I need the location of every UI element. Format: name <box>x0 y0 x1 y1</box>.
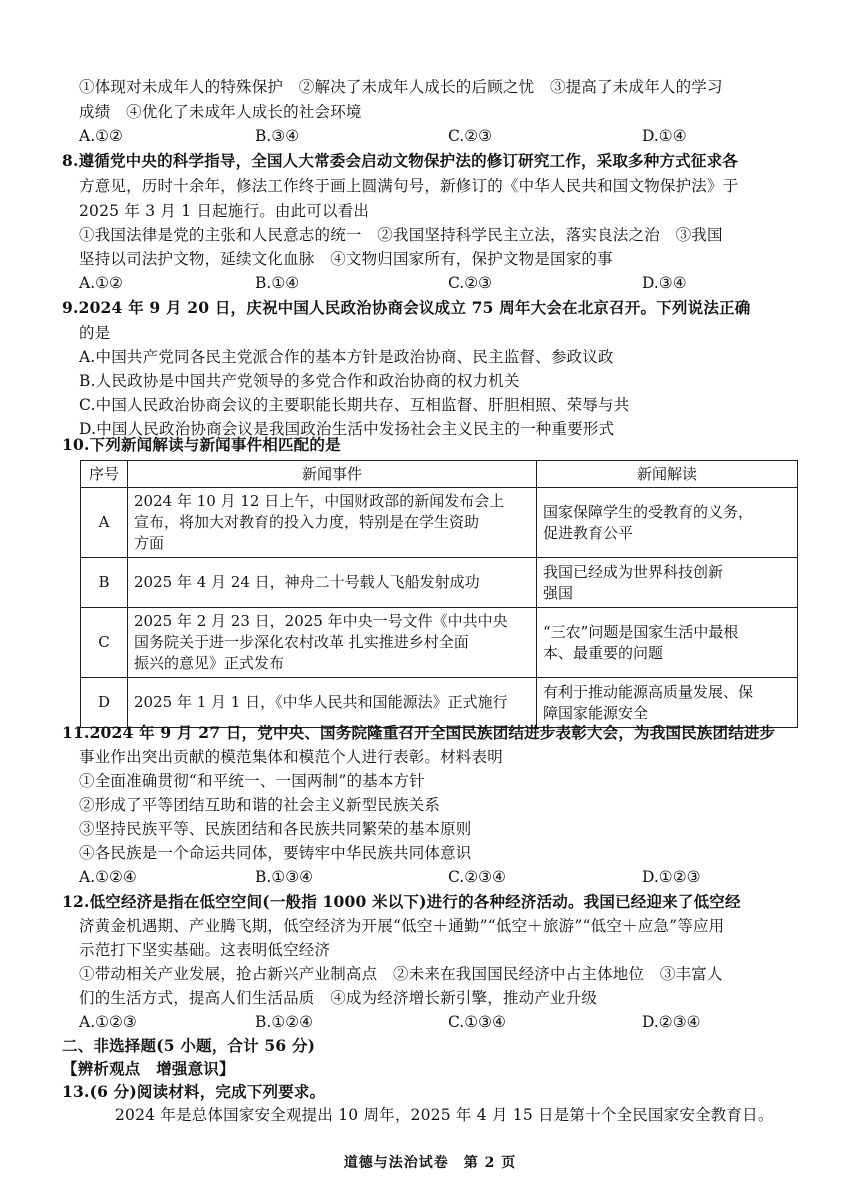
reading-line: 有利于推动能源高质量发展、保 <box>543 682 754 701</box>
q7-option-b: B.③④ <box>255 127 300 145</box>
row-seq: B <box>81 558 128 608</box>
row-reading <box>537 678 798 728</box>
q9-stem-line1: 9.2024 年 9 月 20 日，庆祝中国人民政治协商会议成立 75 周年大会在北京召开。下列说法正确 <box>62 298 751 317</box>
q8-option-b: B.①④ <box>255 274 300 292</box>
q11-option-a: A.①②④ <box>79 868 137 886</box>
event-line: 2025 年 2 月 23 日，2025 年中央一号文件《中共中央 <box>134 612 508 630</box>
q7-option-a: A.①② <box>79 127 123 145</box>
q8-choices-line2: 坚持以司法护文物，延续文化血脉 ④文物归国家所有，保护文物是国家的事 <box>79 250 613 268</box>
q9-stem-line2: 的是 <box>79 324 111 342</box>
q8-stem-line2: 方意见，历时十余年，修法工作终于画上圆满句号，新修订的《中华人民共和国文物保护法》于 <box>79 177 739 195</box>
reading-line: 国家保障学生的受教育的义务， <box>543 502 754 521</box>
table-row <box>81 558 798 608</box>
q11-choice-1: ①全面准确贯彻“和平统一、一国两制”的基本方针 <box>79 772 425 790</box>
row-event <box>128 678 537 728</box>
q12-stem-line3: 示范打下坚实基础。这表明低空经济 <box>79 941 331 959</box>
q12-option-d: D.②③④ <box>642 1013 701 1031</box>
header-event: 新闻事件 <box>128 461 537 488</box>
row-event <box>128 558 537 608</box>
q8-choices-line1: ①我国法律是党的主张和人民意志的统一 ②我国坚持科学民主立法，落实良法之治 ③我国 <box>79 226 723 244</box>
news-table <box>80 460 798 728</box>
q12-option-b: B.①②④ <box>255 1013 314 1031</box>
q8-option-a: A.①② <box>79 274 123 292</box>
q11-choice-3: ③坚持民族平等、民族团结和各民族共同繁荣的基本原则 <box>79 820 472 838</box>
page-footer: 道德与法治试卷 第 2 页 <box>343 1155 517 1171</box>
q9-option-c: C.中国人民政治协商会议的主要职能长期共存、互相监督、肝胆相照、荣辱与共 <box>79 396 630 414</box>
news-table-header <box>81 461 798 488</box>
q8-stem-line1: 8.遵循党中央的科学指导，全国人大常委会启动文物保护法的修订研究工作，采取多种方式征求各 <box>62 151 738 170</box>
q12-stem-line1: 12.低空经济是指在低空空间(一般指 1000 米以下)进行的各种经济活动。我国已经迎来了低空经 <box>62 892 741 911</box>
row-reading <box>537 488 798 558</box>
reading-line: 强国 <box>543 583 574 602</box>
section-subtitle: 【辨析观点 增强意识】 <box>62 1059 235 1078</box>
q7-option-c: C.②③ <box>448 127 493 145</box>
q11-stem-line1: 11.2024 年 9 月 27 日，党中央、国务院隆重召开全国民族团结进步表彰大会，为我国民族团结进步 <box>62 723 776 742</box>
table-row <box>81 488 798 558</box>
reading-line: 促进教育公平 <box>543 523 634 542</box>
table-row <box>81 608 798 678</box>
reading-line: “三农”问题是国家生活中最根 <box>543 622 739 641</box>
reading-line: 我国已经成为世界科技创新 <box>543 562 724 581</box>
reading-line: 障国家能源安全 <box>543 703 649 722</box>
q7-choices-line1: ①体现对未成年人的特殊保护 ②解决了未成年人成长的后顾之忧 ③提高了未成年人的学习 <box>79 78 723 96</box>
row-reading <box>537 558 798 608</box>
q8-option-d: D.③④ <box>642 274 687 292</box>
event-line: 振兴的意见》正式发布 <box>134 654 285 672</box>
event-line: 国务院关于进一步深化农村改革 扎实推进乡村全面 <box>134 633 469 651</box>
q12-choices-line2: 们的生活方式，提高人们生活品质 ④成为经济增长新引擎，推动产业升级 <box>79 989 598 1007</box>
q12-option-c: C.①③④ <box>448 1013 506 1031</box>
header-reading: 新闻解读 <box>537 461 798 488</box>
q12-option-a: A.①②③ <box>79 1013 137 1031</box>
q13-stem: 13.(6 分)阅读材料，完成下列要求。 <box>62 1082 326 1101</box>
header-seq: 序号 <box>81 461 128 488</box>
table-row <box>81 678 798 728</box>
q9-option-d: D.中国人民政治协商会议是我国政治生活中发扬社会主义民主的一种重要形式 <box>79 420 615 438</box>
row-seq: A <box>81 488 128 558</box>
row-event <box>128 488 537 558</box>
q13-material: 2024 年是总体国家安全观提出 10 周年，2025 年 4 月 15 日是第十个全民国家安全教育日。 <box>115 1106 774 1124</box>
q12-stem-line2: 济黄金机遇期、产业腾飞期，低空经济为开展“低空＋通勤”“低空＋旅游”“低空＋应急”等应用 <box>79 917 725 935</box>
event-line: 2025 年 1 月 1 日，《中华人民共和国能源法》正式施行 <box>134 693 508 711</box>
event-line: 方面 <box>134 534 165 552</box>
q11-option-b: B.①③④ <box>255 868 314 886</box>
q7-option-d: D.①④ <box>642 127 687 145</box>
q10-stem: 10.下列新闻解读与新闻事件相匹配的是 <box>62 435 341 454</box>
q8-stem-line3: 2025 年 3 月 1 日起施行。由此可以看出 <box>79 202 370 220</box>
section-title: 二、非选择题(5 小题，合计 56 分) <box>62 1036 316 1055</box>
row-event <box>128 608 537 678</box>
q11-option-c: C.②③④ <box>448 868 506 886</box>
q12-choices-line1: ①带动相关产业发展，抢占新兴产业制高点 ②未来在我国国民经济中占主体地位 ③丰富人 <box>79 965 723 983</box>
row-seq: C <box>81 608 128 678</box>
q9-option-b: B.人民政协是中国共产党领导的多党合作和政治协商的权力机关 <box>79 372 520 390</box>
q11-option-d: D.①②③ <box>642 868 701 886</box>
q11-choice-2: ②形成了平等团结互助和谐的社会主义新型民族关系 <box>79 796 441 814</box>
event-line: 2025 年 4 月 24 日，神舟二十号载人飞船发射成功 <box>134 573 480 591</box>
reading-line: 本、最重要的问题 <box>543 643 664 662</box>
event-line: 2024 年 10 月 12 日上午，中国财政部的新闻发布会上 <box>134 492 505 510</box>
q7-choices-line2: 成绩 ④优化了未成年人成长的社会环境 <box>79 103 362 121</box>
q11-stem-line2: 事业作出突出贡献的模范集体和模范个人进行表彰。材料表明 <box>79 748 503 766</box>
q9-option-a: A.中国共产党同各民主党派合作的基本方针是政治协商、民主监督、参政议政 <box>79 348 614 366</box>
q11-choice-4: ④各民族是一个命运共同体，要铸牢中华民族共同体意识 <box>79 844 472 862</box>
event-line: 宣布，将加大对教育的投入力度，特别是在学生资助 <box>134 513 480 531</box>
row-seq: D <box>81 678 128 728</box>
row-reading <box>537 608 798 678</box>
q8-option-c: C.②③ <box>448 274 493 292</box>
